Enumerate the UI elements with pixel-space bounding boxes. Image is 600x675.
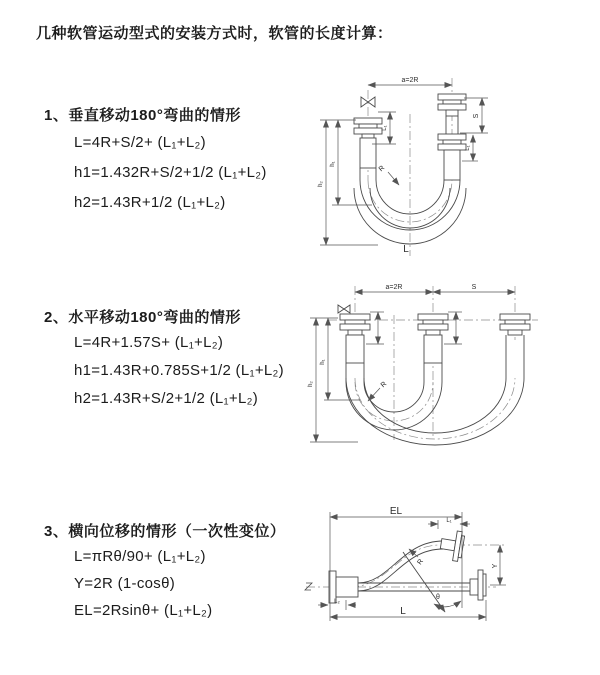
dimension-lines bbox=[318, 506, 506, 621]
dim-label-length: L bbox=[400, 606, 406, 617]
dim-label-l1: L₁ bbox=[446, 518, 452, 524]
centerline-mark bbox=[305, 583, 312, 590]
dim-label-h1: h₁ bbox=[330, 161, 336, 167]
dim-label-h2: h₂ bbox=[308, 381, 314, 387]
dim-label-length: L bbox=[403, 244, 409, 255]
section-1-heading: 1、垂直移动180°弯曲的情形 bbox=[44, 107, 241, 124]
diagram-vertical-180 bbox=[312, 72, 600, 267]
dim-label-h1: h₁ bbox=[320, 359, 326, 365]
construction-lines bbox=[403, 552, 445, 612]
section-1-formula-l: L=4R+S/2+ (L₁+L₂) bbox=[74, 134, 206, 151]
diagram-lateral-displacement bbox=[300, 500, 600, 640]
dim-label-l1-right: L₁ bbox=[465, 145, 471, 151]
dim-label-s: S bbox=[471, 284, 477, 291]
dim-label-l2: L₂ bbox=[334, 599, 340, 605]
dim-label-el: EL bbox=[389, 506, 403, 517]
flange-fittings bbox=[329, 529, 486, 603]
dim-label-radius: R bbox=[416, 558, 426, 567]
dim-label-l1-left: L₁ bbox=[382, 125, 388, 131]
dim-label-h2: h₂ bbox=[318, 181, 324, 187]
dim-label-y: Y bbox=[492, 563, 499, 569]
valve-icon bbox=[338, 305, 350, 313]
dim-label-radius: R bbox=[377, 164, 387, 174]
diagram-horizontal-180 bbox=[306, 282, 600, 454]
section-2-formula-h1: h1=1.43R+0.785S+1/2 (L₁+L₂) bbox=[74, 362, 284, 379]
flange-fittings bbox=[340, 314, 530, 363]
dim-label-radius: R bbox=[379, 380, 389, 390]
section-1-formula-h2: h2=1.43R+1/2 (L₁+L₂) bbox=[74, 194, 226, 211]
section-3-formula-el: EL=2Rsinθ+ (L₁+L₂) bbox=[74, 602, 213, 619]
page-title: 几种软管运动型式的安装方式时，软管的长度计算： bbox=[36, 25, 393, 42]
dim-label-s: S bbox=[473, 113, 480, 119]
section-2-heading: 2、水平移动180°弯曲的情形 bbox=[44, 309, 241, 326]
section-3-heading: 3、横向位移的情形（一次性变位） bbox=[44, 523, 286, 540]
section-2-formula-l: L=4R+1.57S+ (L₁+L₂) bbox=[74, 334, 224, 351]
dim-label-a2r: a=2R bbox=[385, 284, 403, 291]
dim-label-theta: θ bbox=[436, 594, 440, 601]
section-2-formula-h2: h2=1.43R+S/2+1/2 (L₁+L₂) bbox=[74, 390, 259, 407]
section-1-formula-h1: h1=1.432R+S/2+1/2 (L₁+L₂) bbox=[74, 164, 267, 181]
section-3-formula-y: Y=2R (1-cosθ) bbox=[74, 575, 176, 592]
section-3-formula-l: L=πRθ/90+ (L₁+L₂) bbox=[74, 548, 206, 565]
dim-label-a2r: a=2R bbox=[401, 77, 419, 84]
